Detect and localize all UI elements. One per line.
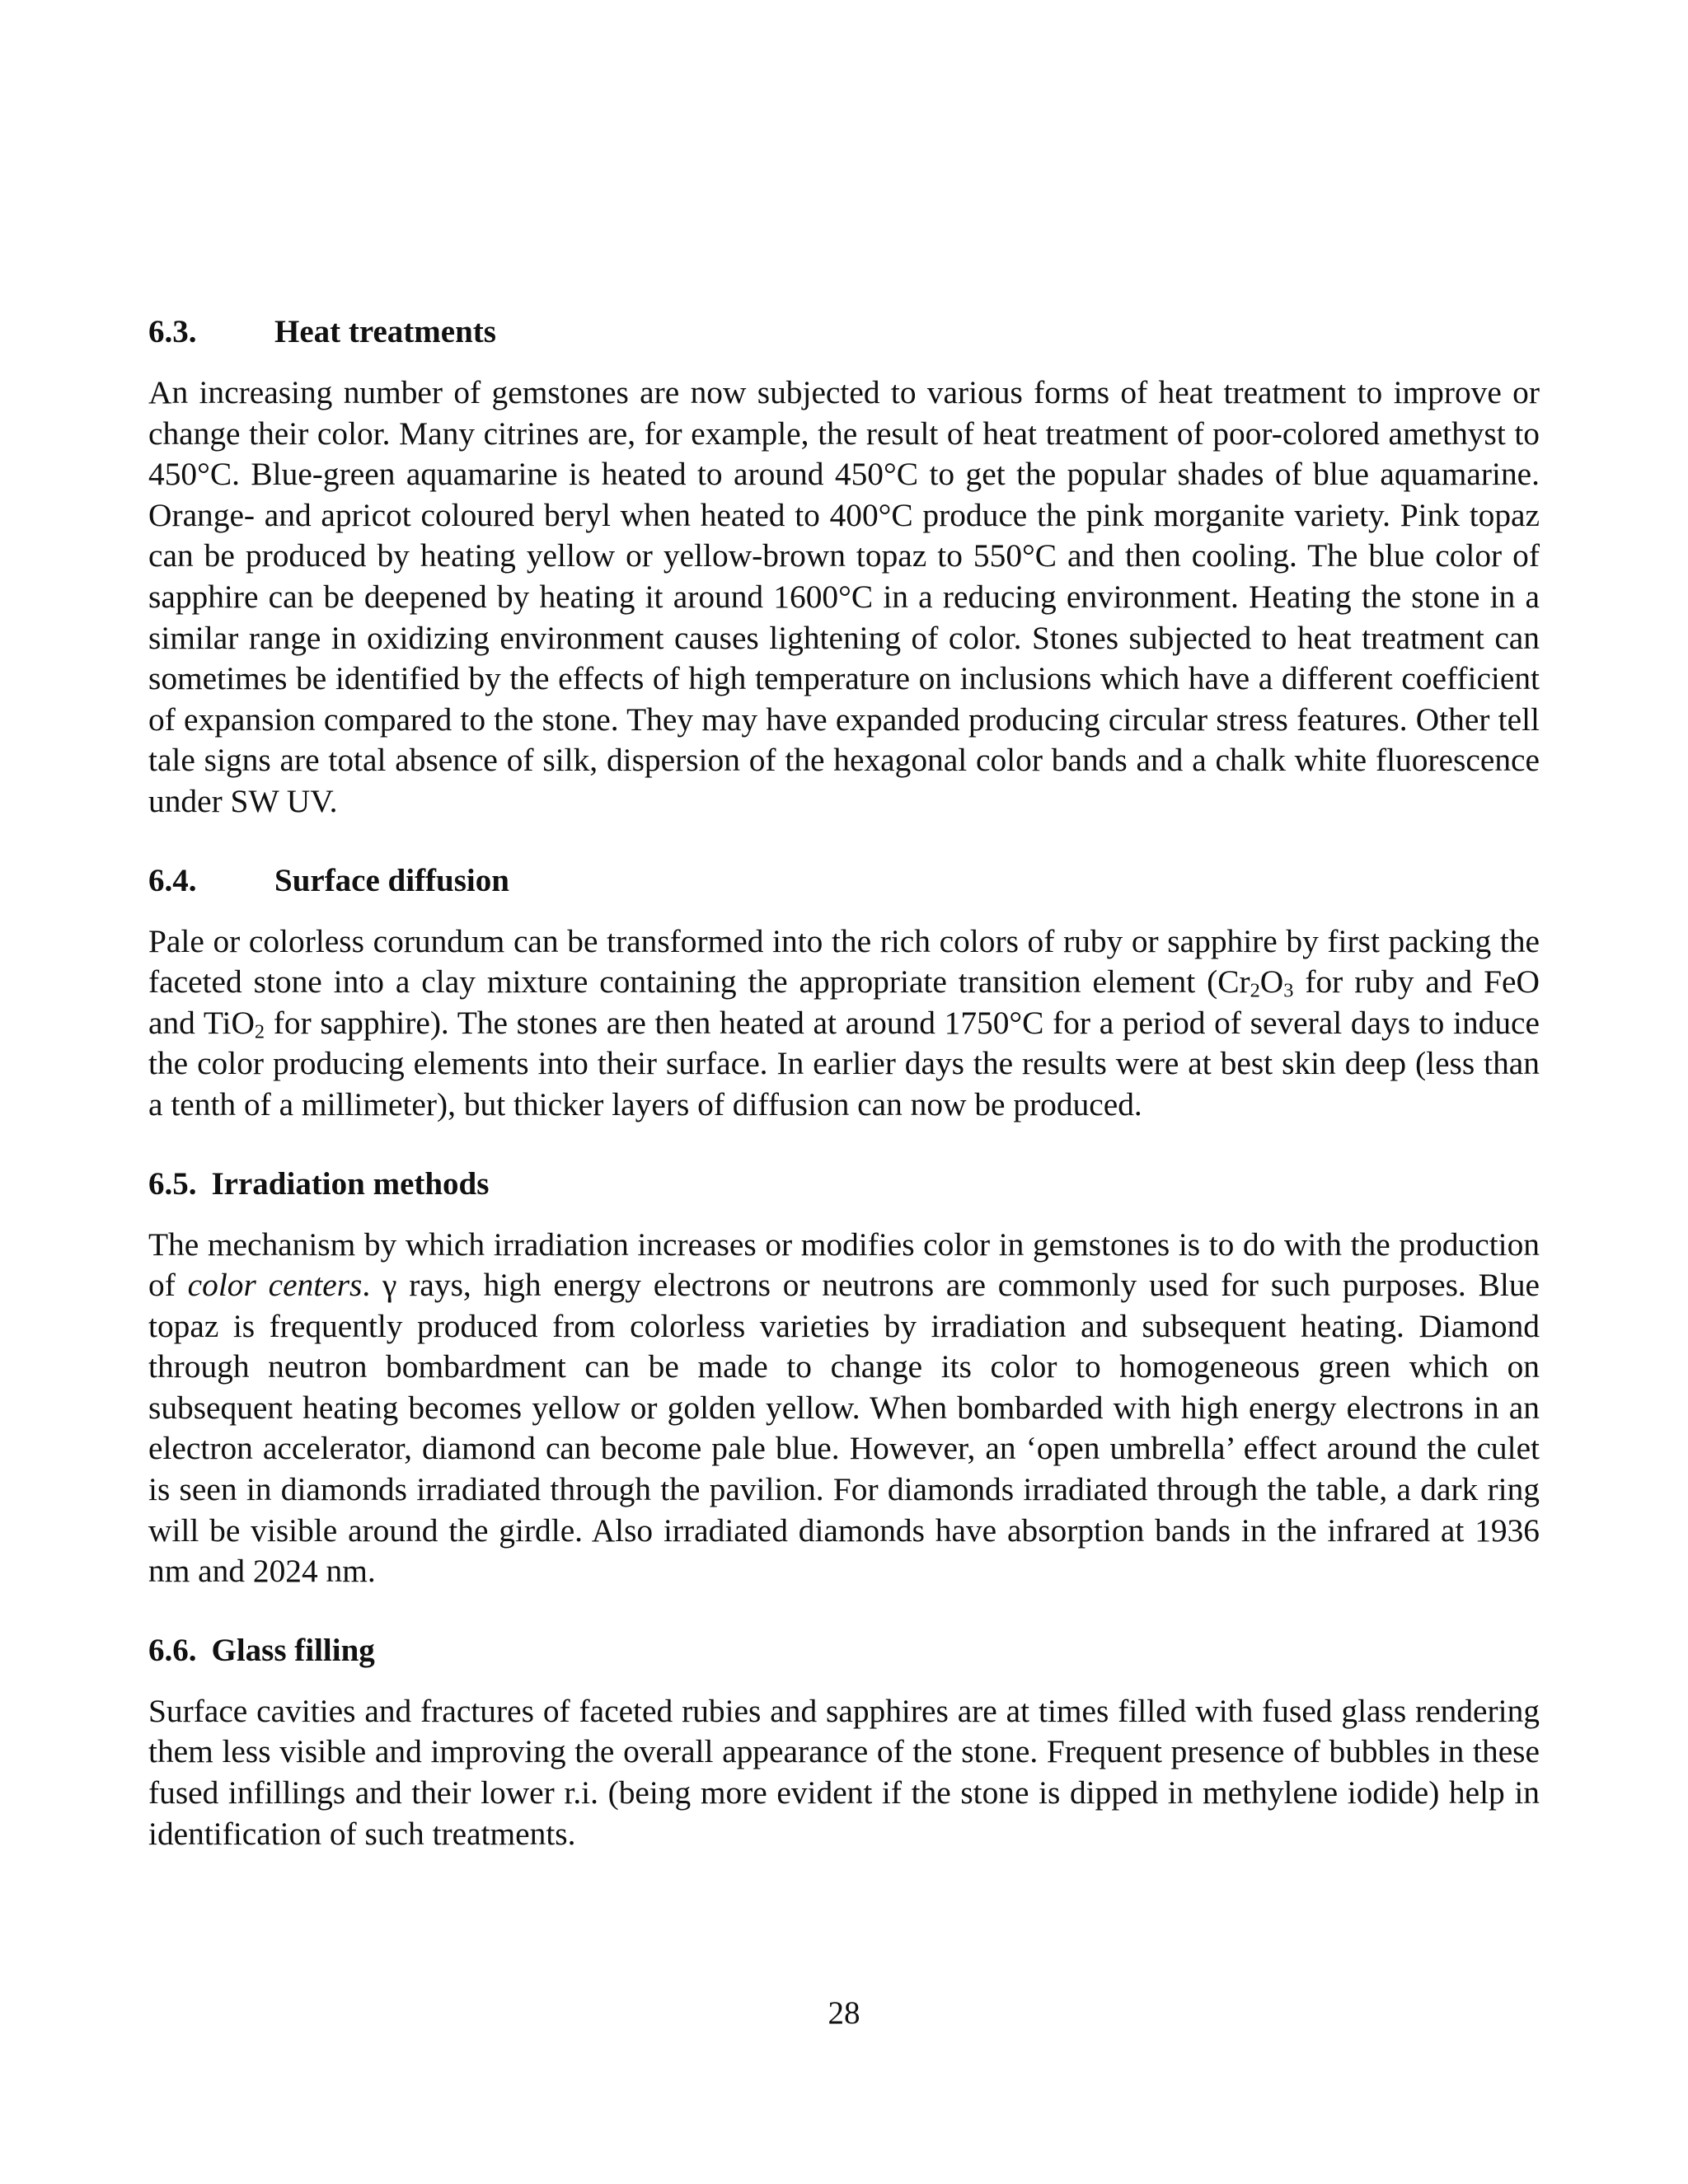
section-number: 6.4. <box>148 862 197 898</box>
paragraph-text: The mechanism by which irradiation increases or modifies color in gemstones is to do with the production of <box>148 1226 1540 1304</box>
section-number: 6.5. <box>148 1165 197 1202</box>
italic-term: color centers <box>187 1267 363 1304</box>
document-page <box>148 312 1540 1892</box>
section-irradiation-methods <box>148 1164 1540 1592</box>
section-title: Irradiation methods <box>211 1165 490 1202</box>
section-paragraph <box>148 921 1540 1126</box>
section-title: Heat treatments <box>274 314 496 349</box>
section-title: Surface diffusion <box>274 862 509 898</box>
subscript: 3 <box>1283 979 1294 1002</box>
paragraph-text: . γ rays, high energy electrons or neutrons are commonly used for such purposes. Blue topaz is frequently produced from colorless varieties by irradiation and subsequent heating. Diamond through neutron bombardment can be made to change its color to homogeneous green which on subsequent heating becomes yellow or golden yellow. When bombarded with high energy electrons in an electron accelerator, diamond can become pale blue. However, an ‘open umbrella’ effect around the culet is seen in diamonds irradiated through the pavilion. For diamonds irradiated through the table, a dark ring will be visible around the girdle. Also irradiated diamonds have absorption bands in the infrared at 1936 nm and 2024 nm. <box>148 1267 1540 1590</box>
section-heading <box>148 860 1540 902</box>
subscript: 2 <box>1250 979 1260 1002</box>
section-paragraph <box>148 1225 1540 1592</box>
section-number: 6.3. <box>148 314 197 349</box>
section-heading <box>148 312 1540 353</box>
section-paragraph: Surface cavities and fractures of faceted rubies and sapphires are at times filled with fused glass rendering them less visible and improving the overall appearance of the stone. Frequent presence of bubbles in these fused infillings and their lower r.i. (being more evident if the stone is dipped in methylene iodide) help in identification of such treatments. <box>148 1692 1540 1852</box>
section-heading <box>148 1630 1540 1671</box>
section-glass-filling <box>148 1630 1540 1854</box>
paragraph-text: O <box>1259 963 1284 1001</box>
section-title: Glass filling <box>211 1632 375 1668</box>
section-number: 6.6. <box>148 1632 197 1668</box>
section-heat-treatments <box>148 312 1540 823</box>
paragraph-text: Pale or colorless corundum can be transformed into the rich colors of ruby or sapphire by first packing the faceted stone into a clay mixture containing the appropriate transition element (Cr <box>148 922 1540 1001</box>
page-number: 28 <box>828 1995 860 2031</box>
subscript: 2 <box>254 1020 265 1043</box>
paragraph-text: for ruby and FeO and TiO <box>148 963 1540 1041</box>
section-surface-diffusion <box>148 860 1540 1126</box>
section-heading <box>148 1164 1540 1205</box>
paragraph-text: for sapphire). The stones are then heated at around 1750°C for a period of several days to induce the color producing elements into their surface. In earlier days the results were at best skin deep (less than a tenth of a millimeter), but thicker layers of diffusion can now be produced. <box>148 1004 1540 1122</box>
section-paragraph: An increasing number of gemstones are now subjected to various forms of heat treatment to improve or change their color. Many citrines are, for example, the result of heat treatment of poor-colored amethyst to 450°C. Blue-green aquamarine is heated to around 450°C to get the popular shades of blue aquamarine. Orange- and apricot coloured beryl when heated to 400°C produce the pink morganite variety. Pink topaz can be produced by heating yellow or yellow-brown topaz to 550°C and then cooling. The blue color of sapphire can be deepened by heating it around 1600°C in a reducing environment. Heating the stone in a similar range in oxidizing environment causes lightening of color. Stones subjected to heat treatment can sometimes be identified by the effects of high temperature on inclusions which have a different coefficient of expansion compared to the stone. They may have expanded producing circular stress features. Other tell tale signs are total absence of silk, dispersion of the hexagonal color bands and a chalk white fluorescence under SW UV. <box>148 374 1540 819</box>
